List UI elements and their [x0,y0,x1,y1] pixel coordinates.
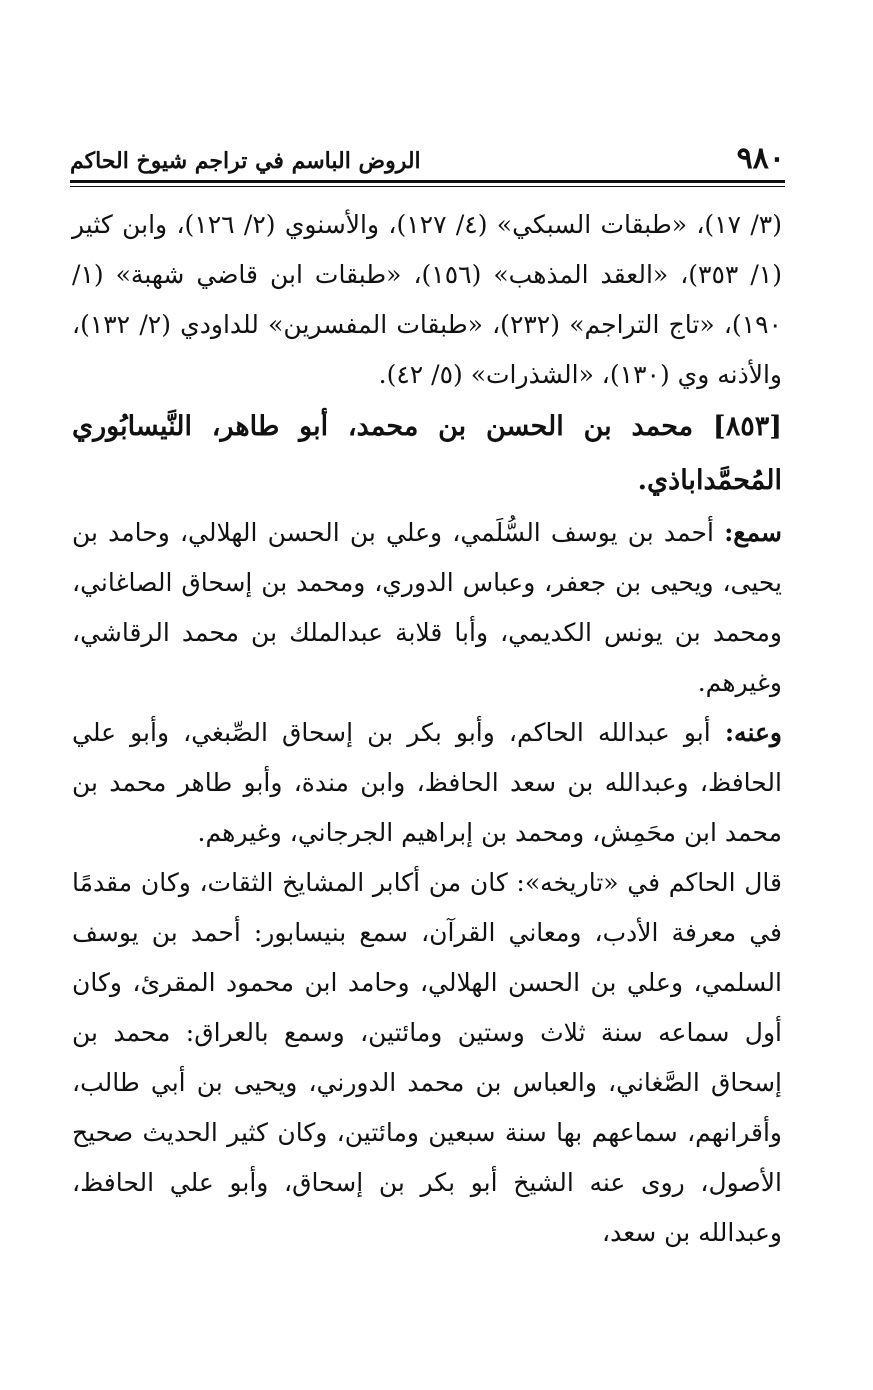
page-header [70,140,785,178]
heard-text: أحمد بن يوسف السُّلَمي، وعلي بن الحسن الهلالي، وحامد بن يحيى، ويحيى بن جعفر، وعباس الدوري، ومحمد بن إسحاق الصاغاني، ومحمد بن يونس الكديمي، وأبا قلابة عبدالملك بن محمد الرقاشي، وغيرهم. [72,518,782,697]
entry-heading: [٨٥٣] محمد بن الحسن بن محمد، أبو طاهر، النَّيسابُوري المُحمَّداباذي. [72,411,782,496]
from-him-label: وعنه: [724,718,782,747]
heard-label: سمع: [724,518,782,547]
header-rule-thin [70,186,785,187]
from-him-paragraph [72,708,782,858]
from-him-text: أبو عبدالله الحاكم، وأبو بكر بن إسحاق الصِّبغي، وأبو علي الحافظ، وعبدالله بن سعد الحافظ، وابن مندة، وأبو طاهر محمد بن محمد ابن محَمِش، ومحمد بن إبراهيم الجرجاني، وغيرهم. [72,718,782,847]
bibliography-paragraph: (٣/ ١٧)، «طبقات السبكي» (٤/ ١٢٧)، والأسنوي (٢/ ١٢٦)، وابن كثير (١/ ٣٥٣)، «العقد المذهب» (١٥٦)، «طبقات ابن قاضي شهبة» (١/ ١٩٠)، «تاج التراجم» (٢٣٢)، «طبقات المفسرين» للداودي (٢/ ١٣٢)، والأذنه وي (١٣٠)، «الشذرات» (٥/ ٤٢). [72,210,782,389]
hakim-quote-paragraph: قال الحاكم في «تاريخه»: كان من أكابر المشايخ الثقات، وكان مقدمًا في معرفة الأدب، ومعاني القرآن، سمع بنيسابور: أحمد بن يوسف السلمي، وعلي بن الحسن الهلالي، وحامد ابن محمود المقرئ، وكان أول سماعه سنة ثلاث وستين ومائتين، وسمع بالعراق: محمد بن إسحاق الصَّغاني، والعباس بن محمد الدورني، ويحيى بن أبي طالب، وأقرانهم، سماعهم بها سنة سبعين ومائتين، وكان كثير الحديث صحيح الأصول، روى عنه الشيخ أبو بكر بن إسحاق، وأبو علي الحافظ، وعبدالله بن سعد، [72,868,782,1247]
page-number: ٩٨٠ [736,141,785,176]
running-title: الروض الباسم في تراجم شيوخ الحاكم [70,148,421,174]
heard-paragraph [72,508,782,708]
page-body [72,200,782,1258]
header-rule-thick [70,180,785,183]
